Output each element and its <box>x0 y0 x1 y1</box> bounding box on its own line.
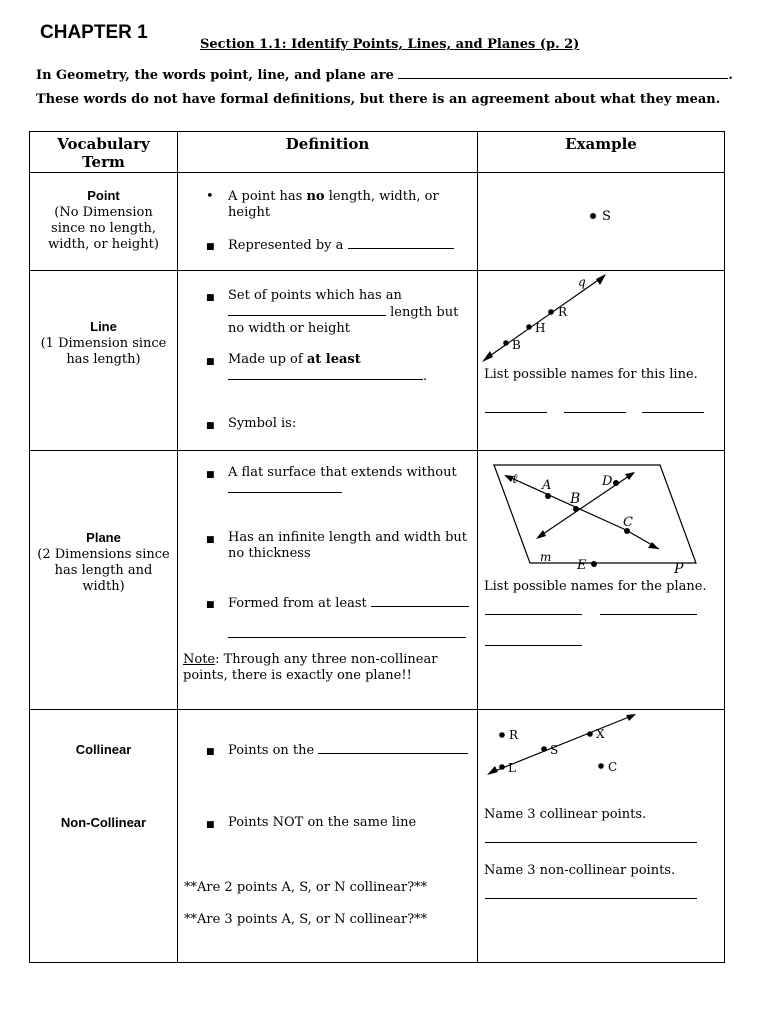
collinear-label-c: C <box>608 760 618 774</box>
def-text: Points on the <box>228 743 315 758</box>
term-point: Point <box>87 188 120 203</box>
table-row-plane <box>30 451 725 710</box>
point-s-dot <box>590 213 596 219</box>
bullet-icon: ■ <box>206 747 215 757</box>
plane-label-d: D <box>602 474 613 489</box>
intro-line-1 <box>36 68 733 83</box>
point-r-dot <box>499 732 505 738</box>
bullet-icon: ■ <box>206 535 215 545</box>
arrow-head-icon <box>626 714 636 721</box>
def-text: Set of points which has an <box>228 288 402 303</box>
arrow-head-icon <box>625 472 635 480</box>
header-vocabulary-term: Vocabulary Term <box>30 132 178 173</box>
term-non-collinear: Non-Collinear <box>60 815 147 830</box>
line-diagram <box>478 271 724 449</box>
plane-note <box>183 652 473 684</box>
bullet-icon: ■ <box>206 470 215 480</box>
intro-text: In Geometry, the words point, line, and plane are <box>36 68 394 83</box>
plane-def-2 <box>206 530 471 562</box>
definition-cell-plane <box>178 451 478 710</box>
term-plane: Plane <box>86 530 121 545</box>
def-text: Points NOT on the same line <box>228 815 417 830</box>
bullet-icon: ■ <box>206 421 215 431</box>
section-title: Section 1.1: Identify Points, Lines, and Planes (p. 2) <box>200 37 580 52</box>
point-s-dot <box>541 746 547 752</box>
question-2-points: **Are 2 points A, S, or N collinear?** <box>184 880 428 895</box>
line-label-b: B <box>512 338 521 352</box>
example-cell-collinear <box>478 710 725 963</box>
chapter-title: CHAPTER 1 <box>40 22 148 43</box>
def-text: Symbol is: <box>228 416 297 431</box>
bullet-icon: ■ <box>206 600 215 610</box>
def-text: Made up of <box>228 352 307 367</box>
line-q <box>484 276 604 360</box>
plane-label-l: ℓ <box>512 472 518 487</box>
table-header-row <box>30 132 725 173</box>
term-collinear: Collinear <box>75 742 132 757</box>
point-a-dot <box>545 493 551 499</box>
intro-line-2: These words do not have formal definitions, but there is an agreement about what they mean. <box>36 92 721 107</box>
plane-parallelogram <box>494 465 696 563</box>
arrow-head-icon <box>596 274 606 285</box>
def-text: A point has <box>228 189 307 204</box>
term-plane-desc: (2 Dimensions since has length and width) <box>37 547 170 594</box>
point-d-dot <box>613 480 619 486</box>
collinear-label-x: X <box>596 727 605 741</box>
answer-blank[interactable] <box>485 831 697 843</box>
arrow-head-icon <box>536 530 546 539</box>
point-l-dot <box>499 764 505 770</box>
definition-cell-point <box>178 173 478 271</box>
def-text: Formed from at least <box>228 596 367 611</box>
header-definition: Definition <box>178 132 478 173</box>
term-cell-point <box>30 173 178 271</box>
point-def-1 <box>206 189 471 221</box>
header-example: Example <box>478 132 725 173</box>
term-point-desc: (No Dimension since no length, width, or height) <box>48 205 159 252</box>
term-cell-collinear <box>30 710 178 963</box>
answer-blank[interactable] <box>371 595 469 607</box>
arrow-head-icon <box>482 351 493 362</box>
plane-def-3 <box>206 595 471 612</box>
plane-label-c: C <box>623 515 633 530</box>
plane-label-m: m <box>540 550 552 564</box>
definition-cell-line <box>178 271 478 451</box>
non-collinear-prompt: Name 3 non-collinear points. <box>484 863 676 878</box>
collinear-def-1 <box>206 742 471 759</box>
answer-blank[interactable] <box>348 237 454 249</box>
answer-blank[interactable] <box>485 887 697 899</box>
answer-blank[interactable] <box>228 304 386 316</box>
answer-blank[interactable] <box>228 368 423 380</box>
def-bold: no <box>306 189 325 204</box>
term-line: Line <box>90 319 117 334</box>
line-l-extension <box>626 530 659 549</box>
def-text: Has an infinite length and width but no thickness <box>228 530 468 561</box>
point-c-dot <box>598 763 604 769</box>
plane-prompt: List possible names for the plane. <box>484 579 707 594</box>
answer-blank[interactable] <box>564 401 626 413</box>
answer-blank[interactable] <box>642 401 704 413</box>
line-prompt: List possible names for this line. <box>484 367 698 382</box>
bullet-icon: • <box>206 189 214 204</box>
question-3-points: **Are 3 points A, S, or N collinear?** <box>184 912 428 927</box>
def-text: A flat surface that extends without <box>228 465 457 480</box>
point-x-dot <box>587 731 593 737</box>
bullet-icon: ■ <box>206 357 215 367</box>
def-text: length but <box>390 305 459 320</box>
line-def-3 <box>206 416 471 432</box>
table-row-line <box>30 271 725 451</box>
line-label-h: H <box>535 321 546 335</box>
line-def-1 <box>206 288 471 337</box>
bullet-icon: ■ <box>206 242 215 252</box>
collinear-label-r: R <box>509 728 519 742</box>
term-line-desc: (1 Dimension since has length) <box>40 336 167 367</box>
point-b-dot <box>503 340 509 346</box>
line-def-2 <box>206 352 471 385</box>
note-text: : Through any three non-collinear points, there is exactly one plane!! <box>183 652 438 683</box>
answer-blank[interactable] <box>228 481 342 493</box>
def-text: . <box>423 369 428 384</box>
collinear-label-s: S <box>550 743 559 757</box>
collinear-label-l: L <box>508 761 516 775</box>
plane-label-a: A <box>542 478 552 493</box>
answer-blank[interactable] <box>398 78 728 79</box>
answer-blank[interactable] <box>228 626 466 638</box>
answer-blank[interactable] <box>485 603 582 615</box>
definition-cell-collinear <box>178 710 478 963</box>
example-cell-line <box>478 271 725 451</box>
point-r-dot <box>548 309 554 315</box>
point-def-2 <box>206 237 471 254</box>
plane-label-b: B <box>570 491 581 507</box>
def-text: Represented by a <box>228 238 344 253</box>
plane-diagram <box>478 451 724 581</box>
example-cell-plane <box>478 451 725 710</box>
answer-blank[interactable] <box>485 401 547 413</box>
vocabulary-table <box>29 131 725 963</box>
plane-def-1 <box>206 465 471 498</box>
note-label: Note <box>183 652 216 667</box>
answer-blank[interactable] <box>318 742 468 754</box>
point-h-dot <box>526 324 532 330</box>
arrow-head-icon <box>487 766 498 775</box>
line-label-r: R <box>558 305 568 319</box>
term-cell-plane <box>30 451 178 710</box>
table-row-point <box>30 173 725 271</box>
def-text: no width or height <box>228 321 350 336</box>
answer-blank[interactable] <box>485 634 582 646</box>
def-bold: at least <box>306 352 361 367</box>
collinear-prompt: Name 3 collinear points. <box>484 807 647 822</box>
collinear-def-2 <box>206 815 471 831</box>
plane-label-e: E <box>577 558 587 573</box>
table-row-collinear <box>30 710 725 963</box>
plane-label-p: P <box>674 561 684 577</box>
def-text: length, width, or height <box>228 189 439 220</box>
collinear-diagram <box>478 710 724 790</box>
intro-period: . <box>728 68 733 83</box>
line-label-q: q <box>578 275 586 289</box>
answer-blank[interactable] <box>600 603 697 615</box>
bullet-icon: ■ <box>206 820 215 830</box>
term-cell-line <box>30 271 178 451</box>
point-e-dot <box>591 561 597 567</box>
bullet-icon: ■ <box>206 293 215 303</box>
point-diagram <box>478 173 724 269</box>
example-cell-point <box>478 173 725 271</box>
point-s-label: S <box>602 209 611 224</box>
